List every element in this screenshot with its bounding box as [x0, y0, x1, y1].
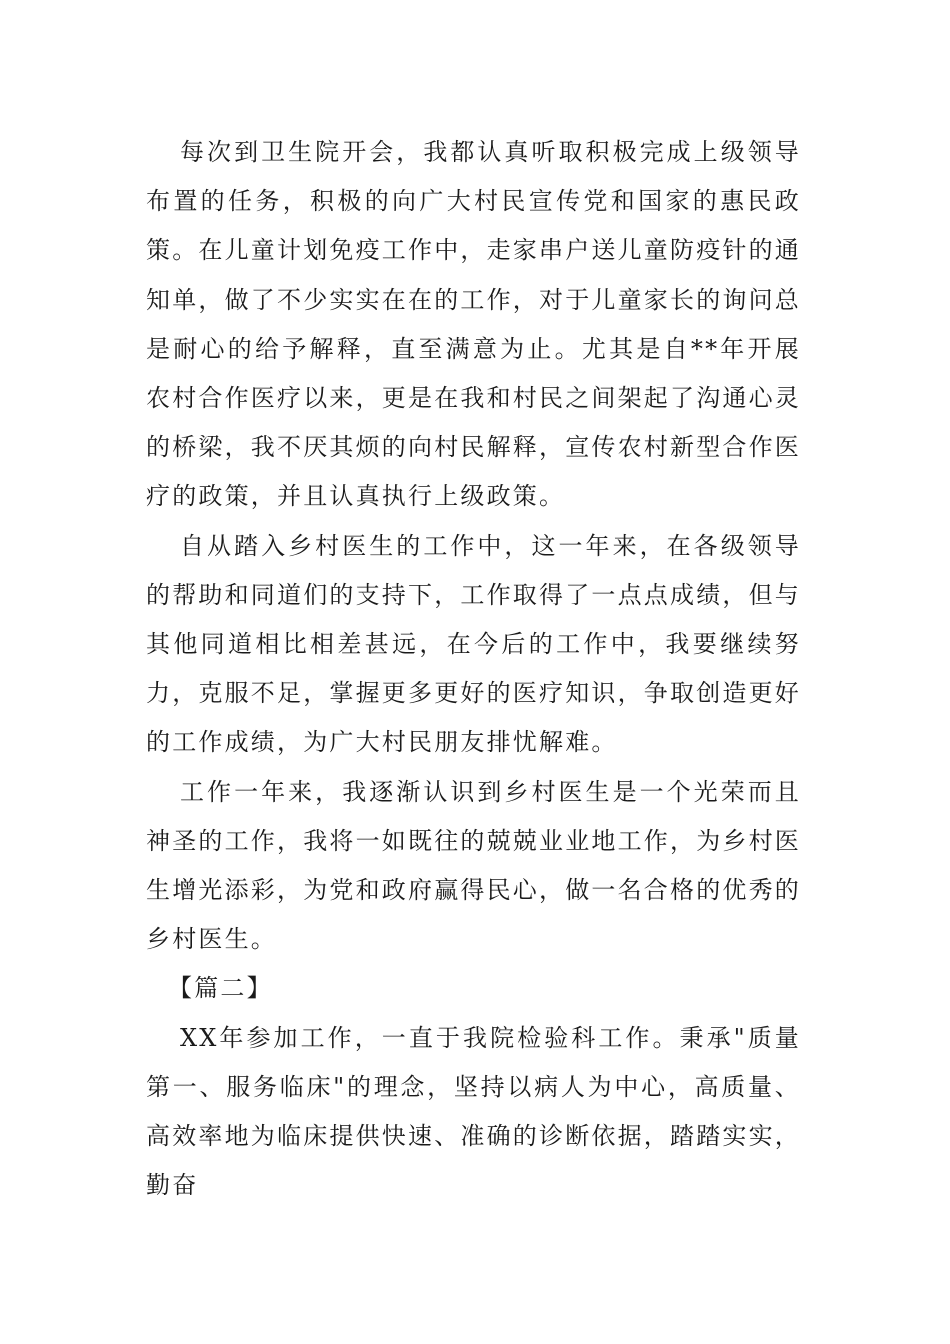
paragraph-laboratory-work: XX年参加工作，一直于我院检验科工作。秉承"质量第一、服务临床"的理念，坚持以病人为中心，高质量、高效率地为临床提供快速、准确的诊断依据，踏踏实实，勤奋 [146, 1023, 801, 1200]
paragraph-one-year-reflection: 工作一年来，我逐渐认识到乡村医生是一个光荣而且神圣的工作，我将一如既往的兢兢业业地工作，为乡村医生增光添彩，为党和政府赢得民心，做一名合格的优秀的乡村医生。 [146, 777, 801, 954]
paragraph-village-doctor-work: 自从踏入乡村医生的工作中，这一年来，在各级领导的帮助和同道们的支持下，工作取得了一点点成绩，但与其他同道相比相差甚远，在今后的工作中，我要继续努力，克服不足，掌握更多更好的医疗知识，争取创造更好的工作成绩，为广大村民朋友排忧解难。 [146, 531, 801, 757]
paragraph-health-center-meetings: 每次到卫生院开会，我都认真听取积极完成上级领导布置的任务，积极的向广大村民宣传党和国家的惠民政策。在儿童计划免疫工作中，走家串户送儿童防疫针的通知单，做了不少实实在在的工作，对于儿童家长的询问总是耐心的给予解释，直至满意为止。尤其是自**年开展农村合作医疗以来，更是在我和村民之间架起了沟通心灵的桥梁，我不厌其烦的向村民解释，宣传农村新型合作医疗的政策，并且认真执行上级政策。 [146, 138, 801, 511]
section-heading-part-two: 【篇二】 [168, 974, 273, 1003]
document-body [146, 128, 801, 1210]
